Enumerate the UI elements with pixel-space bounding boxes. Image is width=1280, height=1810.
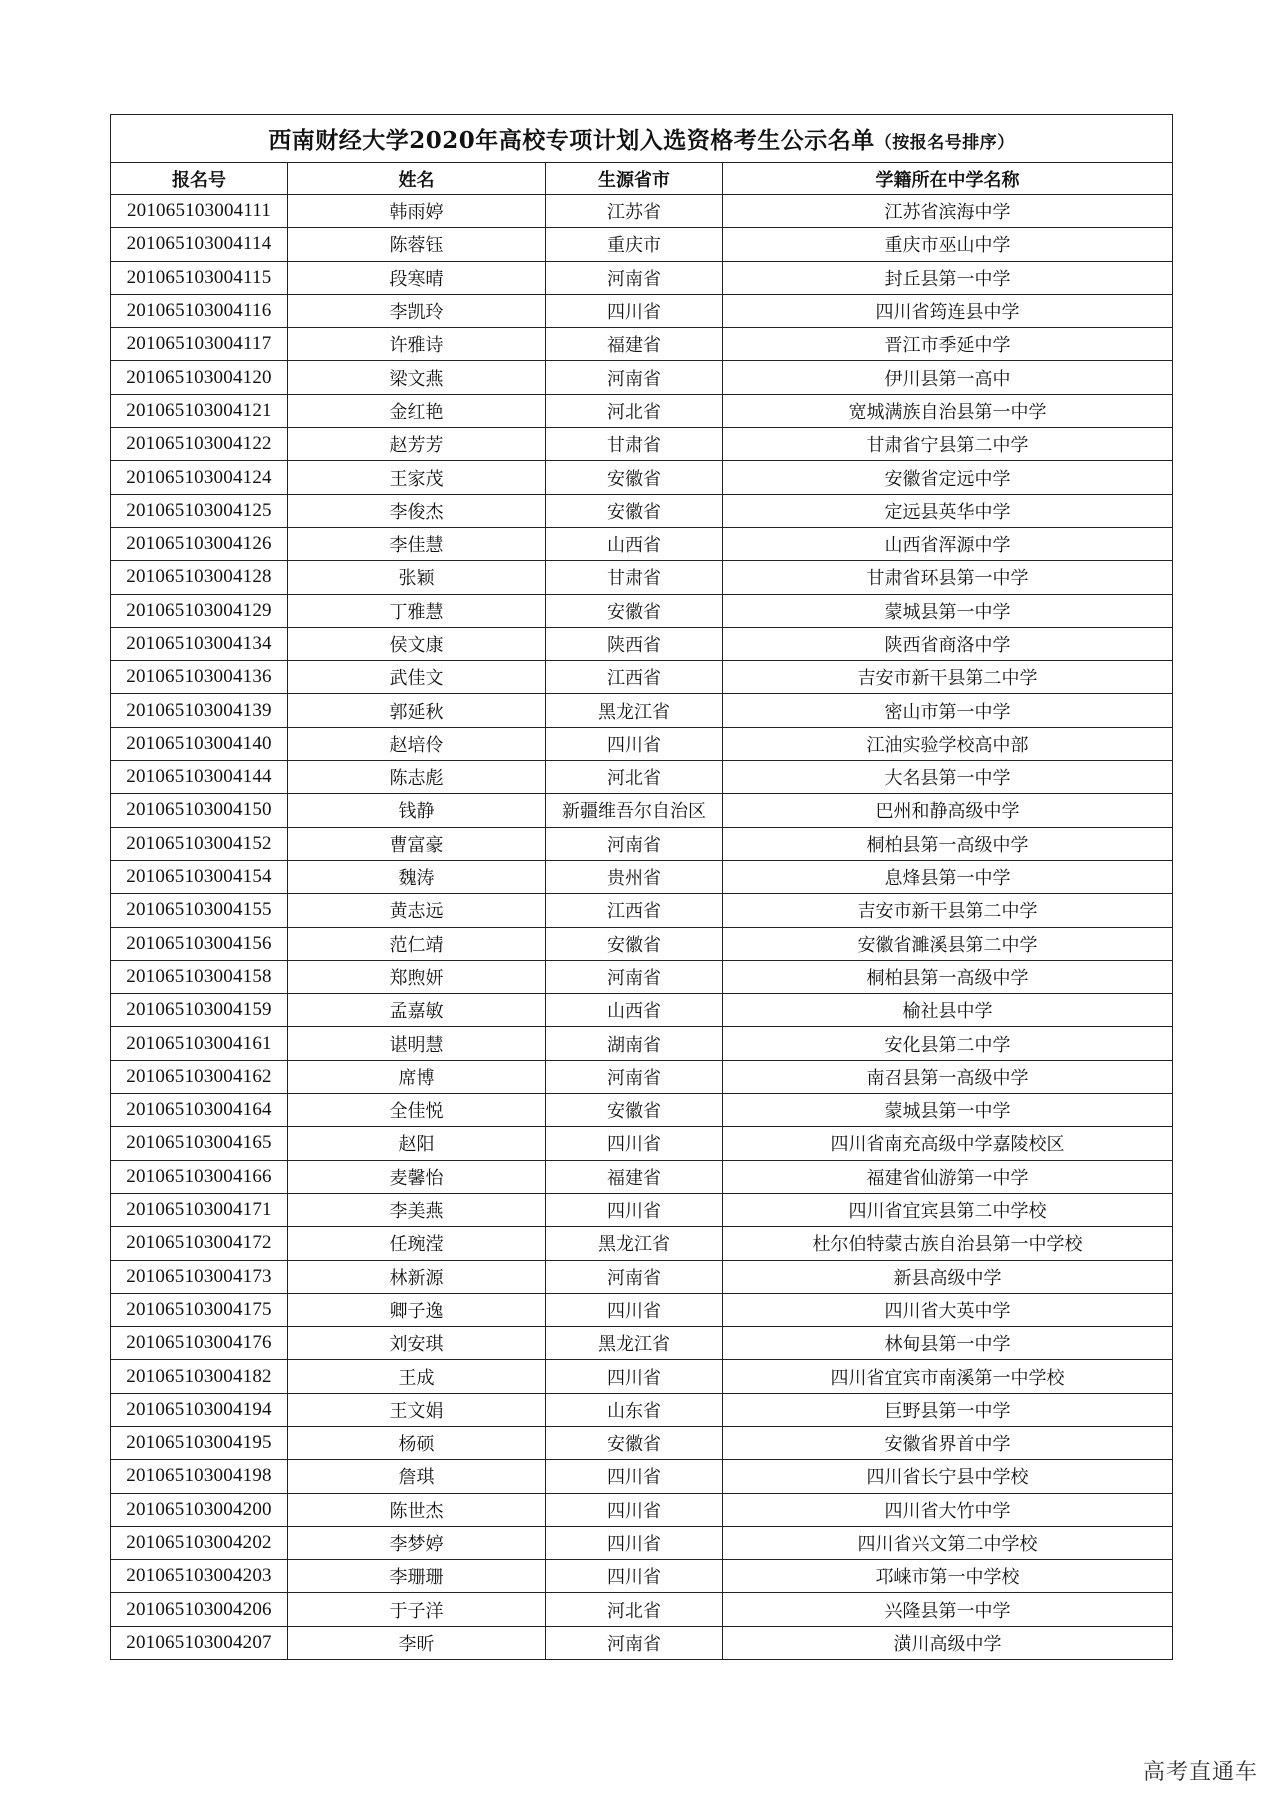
table-row <box>111 1626 1173 1659</box>
school-cell: 四川省长宁县中学校 <box>723 1460 1173 1493</box>
registration-number-cell: 201065103004176 <box>111 1327 288 1360</box>
province-cell: 重庆市 <box>546 228 723 261</box>
registration-number-cell: 201065103004136 <box>111 661 288 694</box>
registration-number-cell: 201065103004172 <box>111 1227 288 1260</box>
name-cell: 梁文燕 <box>288 361 546 394</box>
registration-number-cell: 201065103004125 <box>111 494 288 527</box>
table-row <box>111 661 1173 694</box>
table-row <box>111 294 1173 327</box>
name-cell: 许雅诗 <box>288 328 546 361</box>
province-cell: 安徽省 <box>546 594 723 627</box>
table-row <box>111 594 1173 627</box>
school-cell: 杜尔伯特蒙古族自治县第一中学校 <box>723 1227 1173 1260</box>
registration-number-cell: 201065103004162 <box>111 1060 288 1093</box>
province-cell: 山东省 <box>546 1393 723 1426</box>
name-cell: 李梦婷 <box>288 1526 546 1559</box>
page-title <box>111 115 1173 163</box>
name-cell: 任琬滢 <box>288 1227 546 1260</box>
school-cell: 四川省宜宾县第二中学校 <box>723 1193 1173 1226</box>
registration-number-cell: 201065103004182 <box>111 1360 288 1393</box>
school-cell: 蒙城县第一中学 <box>723 594 1173 627</box>
name-cell: 李凯玲 <box>288 294 546 327</box>
registration-number-cell: 201065103004175 <box>111 1293 288 1326</box>
table-body <box>111 195 1173 1660</box>
table-row <box>111 1360 1173 1393</box>
name-cell: 魏涛 <box>288 860 546 893</box>
province-cell: 江苏省 <box>546 195 723 228</box>
registration-number-cell: 201065103004166 <box>111 1160 288 1193</box>
name-cell: 赵芳芳 <box>288 428 546 461</box>
school-cell: 吉安市新干县第二中学 <box>723 661 1173 694</box>
title-text: 西南财经大学2020年高校专项计划入选资格考生公示名单 <box>268 127 875 154</box>
table-row <box>111 761 1173 794</box>
school-cell: 四川省大英中学 <box>723 1293 1173 1326</box>
table-row <box>111 1160 1173 1193</box>
name-cell: 武佳文 <box>288 661 546 694</box>
school-cell: 四川省大竹中学 <box>723 1493 1173 1526</box>
school-cell: 潢川高级中学 <box>723 1626 1173 1659</box>
province-cell: 安徽省 <box>546 461 723 494</box>
province-cell: 新疆维吾尔自治区 <box>546 794 723 827</box>
name-cell: 王家茂 <box>288 461 546 494</box>
province-cell: 福建省 <box>546 1160 723 1193</box>
province-cell: 河南省 <box>546 1060 723 1093</box>
province-cell: 江西省 <box>546 894 723 927</box>
name-cell: 郭延秋 <box>288 694 546 727</box>
province-cell: 四川省 <box>546 294 723 327</box>
registration-number-cell: 201065103004164 <box>111 1094 288 1127</box>
table-row <box>111 860 1173 893</box>
province-cell: 湖南省 <box>546 1027 723 1060</box>
registration-number-cell: 201065103004116 <box>111 294 288 327</box>
table-row <box>111 1593 1173 1626</box>
registration-number-cell: 201065103004161 <box>111 1027 288 1060</box>
province-cell: 四川省 <box>546 1193 723 1226</box>
name-cell: 李俊杰 <box>288 494 546 527</box>
school-cell: 四川省筠连县中学 <box>723 294 1173 327</box>
name-cell: 赵培伶 <box>288 727 546 760</box>
table-row <box>111 727 1173 760</box>
school-cell: 巴州和静高级中学 <box>723 794 1173 827</box>
registration-number-cell: 201065103004150 <box>111 794 288 827</box>
province-cell: 河南省 <box>546 960 723 993</box>
province-cell: 贵州省 <box>546 860 723 893</box>
province-cell: 河南省 <box>546 1260 723 1293</box>
registration-number-cell: 201065103004158 <box>111 960 288 993</box>
table-row <box>111 1193 1173 1226</box>
registration-number-cell: 201065103004128 <box>111 561 288 594</box>
school-cell: 定远县英华中学 <box>723 494 1173 527</box>
school-cell: 四川省南充高级中学嘉陵校区 <box>723 1127 1173 1160</box>
province-cell: 河北省 <box>546 761 723 794</box>
school-cell: 江苏省滨海中学 <box>723 195 1173 228</box>
table-row <box>111 1293 1173 1326</box>
province-cell: 四川省 <box>546 1360 723 1393</box>
name-cell: 曹富豪 <box>288 827 546 860</box>
province-cell: 四川省 <box>546 1293 723 1326</box>
name-cell: 赵阳 <box>288 1127 546 1160</box>
school-cell: 密山市第一中学 <box>723 694 1173 727</box>
table-row <box>111 627 1173 660</box>
province-cell: 安徽省 <box>546 1426 723 1459</box>
name-cell: 黄志远 <box>288 894 546 927</box>
registration-number-cell: 201065103004121 <box>111 394 288 427</box>
name-cell: 陈世杰 <box>288 1493 546 1526</box>
registration-number-cell: 201065103004173 <box>111 1260 288 1293</box>
registration-number-cell: 201065103004171 <box>111 1193 288 1226</box>
school-cell: 福建省仙游第一中学 <box>723 1160 1173 1193</box>
name-cell: 林新源 <box>288 1260 546 1293</box>
name-cell: 陈蓉钰 <box>288 228 546 261</box>
table-row <box>111 527 1173 560</box>
school-cell: 南召县第一高级中学 <box>723 1060 1173 1093</box>
province-cell: 河南省 <box>546 261 723 294</box>
name-cell: 王成 <box>288 1360 546 1393</box>
column-header-name: 姓名 <box>288 163 546 195</box>
province-cell: 山西省 <box>546 527 723 560</box>
school-cell: 邛崃市第一中学校 <box>723 1560 1173 1593</box>
name-cell: 丁雅慧 <box>288 594 546 627</box>
province-cell: 陕西省 <box>546 627 723 660</box>
province-cell: 山西省 <box>546 994 723 1027</box>
name-cell: 李美燕 <box>288 1193 546 1226</box>
table-row <box>111 1493 1173 1526</box>
table-row <box>111 1027 1173 1060</box>
name-cell: 张颖 <box>288 561 546 594</box>
name-cell: 詹琪 <box>288 1460 546 1493</box>
school-cell: 桐柏县第一高级中学 <box>723 827 1173 860</box>
province-cell: 四川省 <box>546 1526 723 1559</box>
province-cell: 甘肃省 <box>546 428 723 461</box>
column-header-school: 学籍所在中学名称 <box>723 163 1173 195</box>
registration-number-cell: 201065103004114 <box>111 228 288 261</box>
registration-number-cell: 201065103004126 <box>111 527 288 560</box>
watermark: 高考直通车 <box>1142 1760 1258 1785</box>
school-cell: 新县高级中学 <box>723 1260 1173 1293</box>
school-cell: 大名县第一中学 <box>723 761 1173 794</box>
table-row <box>111 1460 1173 1493</box>
school-cell: 桐柏县第一高级中学 <box>723 960 1173 993</box>
name-cell: 刘安琪 <box>288 1327 546 1360</box>
table-row <box>111 1260 1173 1293</box>
school-cell: 安徽省界首中学 <box>723 1426 1173 1459</box>
registration-number-cell: 201065103004155 <box>111 894 288 927</box>
table-row <box>111 195 1173 228</box>
province-cell: 四川省 <box>546 1560 723 1593</box>
name-cell: 侯文康 <box>288 627 546 660</box>
province-cell: 安徽省 <box>546 927 723 960</box>
school-cell: 安徽省濉溪县第二中学 <box>723 927 1173 960</box>
province-cell: 黑龙江省 <box>546 1327 723 1360</box>
registration-number-cell: 201065103004129 <box>111 594 288 627</box>
table-row <box>111 561 1173 594</box>
table-row <box>111 927 1173 960</box>
registration-number-cell: 201065103004154 <box>111 860 288 893</box>
school-cell: 江油实验学校高中部 <box>723 727 1173 760</box>
table-row <box>111 1227 1173 1260</box>
name-cell: 李珊珊 <box>288 1560 546 1593</box>
province-cell: 黑龙江省 <box>546 694 723 727</box>
table-row <box>111 494 1173 527</box>
registration-number-cell: 201065103004111 <box>111 195 288 228</box>
table-row <box>111 328 1173 361</box>
province-cell: 黑龙江省 <box>546 1227 723 1260</box>
name-cell: 金红艳 <box>288 394 546 427</box>
name-cell: 韩雨婷 <box>288 195 546 228</box>
registration-number-cell: 201065103004134 <box>111 627 288 660</box>
table-row <box>111 261 1173 294</box>
registration-number-cell: 201065103004115 <box>111 261 288 294</box>
student-list-table <box>110 114 1173 1660</box>
province-cell: 甘肃省 <box>546 561 723 594</box>
name-cell: 麦馨怡 <box>288 1160 546 1193</box>
table-row <box>111 894 1173 927</box>
table-row <box>111 228 1173 261</box>
school-cell: 甘肃省环县第一中学 <box>723 561 1173 594</box>
school-cell: 息烽县第一中学 <box>723 860 1173 893</box>
province-cell: 四川省 <box>546 1460 723 1493</box>
column-header-row <box>111 163 1173 195</box>
table-row <box>111 1127 1173 1160</box>
province-cell: 福建省 <box>546 328 723 361</box>
column-header-registration-number: 报名号 <box>111 163 288 195</box>
school-cell: 陕西省商洛中学 <box>723 627 1173 660</box>
registration-number-cell: 201065103004203 <box>111 1560 288 1593</box>
name-cell: 段寒晴 <box>288 261 546 294</box>
province-cell: 河南省 <box>546 361 723 394</box>
table-row <box>111 827 1173 860</box>
school-cell: 安徽省定远中学 <box>723 461 1173 494</box>
school-cell: 榆社县中学 <box>723 994 1173 1027</box>
province-cell: 四川省 <box>546 727 723 760</box>
school-cell: 四川省宜宾市南溪第一中学校 <box>723 1360 1173 1393</box>
table-row <box>111 428 1173 461</box>
table-row <box>111 1393 1173 1426</box>
table-row <box>111 1060 1173 1093</box>
table-row <box>111 361 1173 394</box>
table-row <box>111 461 1173 494</box>
registration-number-cell: 201065103004207 <box>111 1626 288 1659</box>
province-cell: 四川省 <box>546 1493 723 1526</box>
name-cell: 李昕 <box>288 1626 546 1659</box>
name-cell: 郑煦妍 <box>288 960 546 993</box>
registration-number-cell: 201065103004117 <box>111 328 288 361</box>
table-row <box>111 394 1173 427</box>
province-cell: 安徽省 <box>546 1094 723 1127</box>
school-cell: 蒙城县第一中学 <box>723 1094 1173 1127</box>
school-cell: 林甸县第一中学 <box>723 1327 1173 1360</box>
province-cell: 河北省 <box>546 394 723 427</box>
registration-number-cell: 201065103004159 <box>111 994 288 1027</box>
province-cell: 四川省 <box>546 1127 723 1160</box>
registration-number-cell: 201065103004198 <box>111 1460 288 1493</box>
registration-number-cell: 201065103004152 <box>111 827 288 860</box>
registration-number-cell: 201065103004122 <box>111 428 288 461</box>
school-cell: 封丘县第一中学 <box>723 261 1173 294</box>
name-cell: 席博 <box>288 1060 546 1093</box>
registration-number-cell: 201065103004144 <box>111 761 288 794</box>
province-cell: 河南省 <box>546 1626 723 1659</box>
table-row <box>111 1526 1173 1559</box>
registration-number-cell: 201065103004124 <box>111 461 288 494</box>
name-cell: 李佳慧 <box>288 527 546 560</box>
school-cell: 吉安市新干县第二中学 <box>723 894 1173 927</box>
province-cell: 安徽省 <box>546 494 723 527</box>
province-cell: 江西省 <box>546 661 723 694</box>
registration-number-cell: 201065103004200 <box>111 1493 288 1526</box>
school-cell: 伊川县第一高中 <box>723 361 1173 394</box>
title-note: （按报名号排序） <box>874 133 1015 153</box>
registration-number-cell: 201065103004120 <box>111 361 288 394</box>
school-cell: 甘肃省宁县第二中学 <box>723 428 1173 461</box>
name-cell: 全佳悦 <box>288 1094 546 1127</box>
school-cell: 宽城满族自治县第一中学 <box>723 394 1173 427</box>
title-row <box>111 115 1173 163</box>
name-cell: 孟嘉敏 <box>288 994 546 1027</box>
column-header-province: 生源省市 <box>546 163 723 195</box>
school-cell: 四川省兴文第二中学校 <box>723 1526 1173 1559</box>
name-cell: 钱静 <box>288 794 546 827</box>
registration-number-cell: 201065103004194 <box>111 1393 288 1426</box>
table-row <box>111 1094 1173 1127</box>
registration-number-cell: 201065103004165 <box>111 1127 288 1160</box>
registration-number-cell: 201065103004195 <box>111 1426 288 1459</box>
registration-number-cell: 201065103004156 <box>111 927 288 960</box>
school-cell: 重庆市巫山中学 <box>723 228 1173 261</box>
table-row <box>111 1426 1173 1459</box>
name-cell: 卿子逸 <box>288 1293 546 1326</box>
school-cell: 巨野县第一中学 <box>723 1393 1173 1426</box>
registration-number-cell: 201065103004139 <box>111 694 288 727</box>
school-cell: 兴隆县第一中学 <box>723 1593 1173 1626</box>
table-row <box>111 960 1173 993</box>
name-cell: 王文娟 <box>288 1393 546 1426</box>
province-cell: 河北省 <box>546 1593 723 1626</box>
school-cell: 山西省浑源中学 <box>723 527 1173 560</box>
registration-number-cell: 201065103004206 <box>111 1593 288 1626</box>
name-cell: 谌明慧 <box>288 1027 546 1060</box>
province-cell: 河南省 <box>546 827 723 860</box>
table-row <box>111 694 1173 727</box>
table-row <box>111 1560 1173 1593</box>
name-cell: 陈志彪 <box>288 761 546 794</box>
table-row <box>111 994 1173 1027</box>
registration-number-cell: 201065103004202 <box>111 1526 288 1559</box>
school-cell: 安化县第二中学 <box>723 1027 1173 1060</box>
school-cell: 晋江市季延中学 <box>723 328 1173 361</box>
registration-number-cell: 201065103004140 <box>111 727 288 760</box>
name-cell: 范仁靖 <box>288 927 546 960</box>
name-cell: 于子洋 <box>288 1593 546 1626</box>
table-row <box>111 1327 1173 1360</box>
table-row <box>111 794 1173 827</box>
name-cell: 杨硕 <box>288 1426 546 1459</box>
